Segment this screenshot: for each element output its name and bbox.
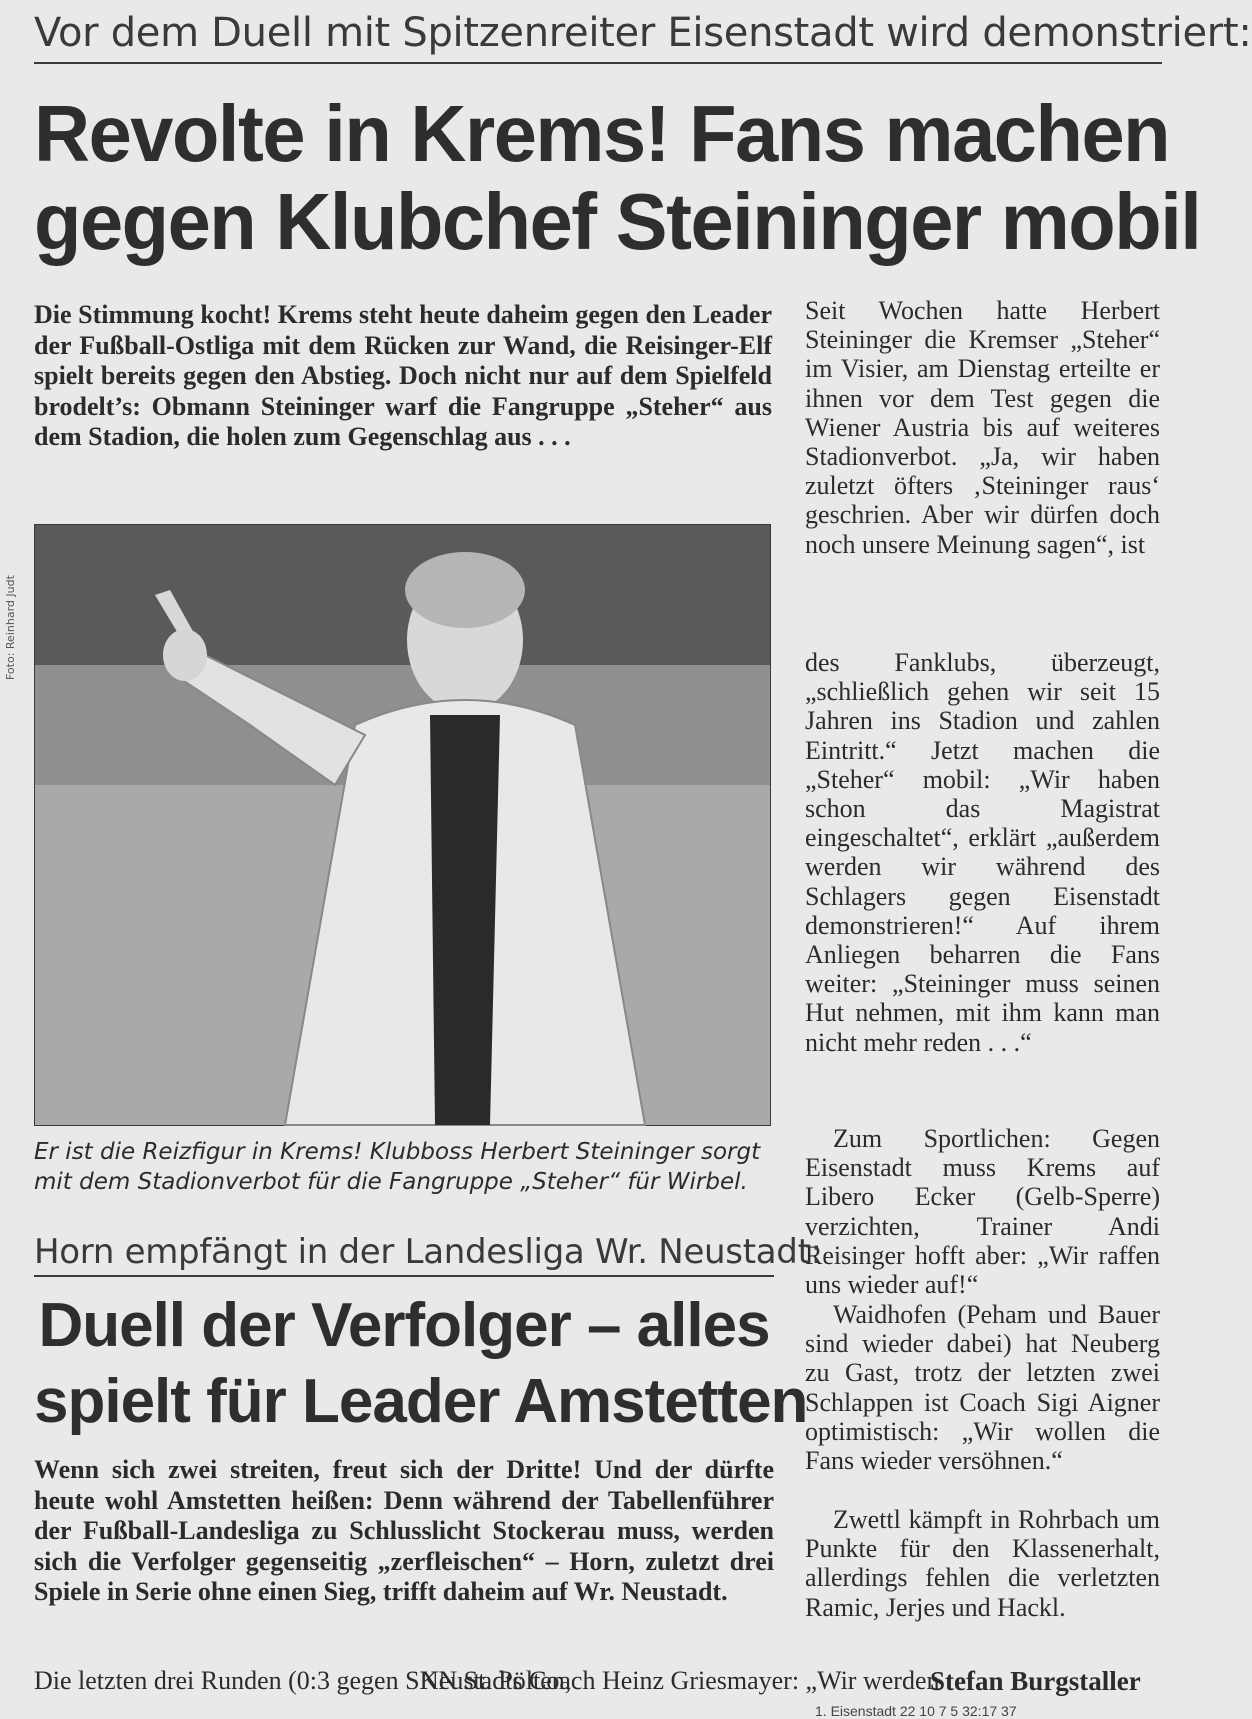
article2-col2-partial: Neustadts Coach Heinz Griesmayer: „Wir werden [420, 1666, 940, 1695]
photo-credit: Foto: Reinhard Judt [4, 575, 17, 680]
article1-right-col-part3: Zum Sportlichen: Gegen Eisenstadt muss Krems auf Libero Ecker (Gelb-Sperre) verzichten, Trainer Andi Reisinger hofft aber: „Wir raffen uns wieder auf!“ [805, 1124, 1160, 1300]
article1-kicker: Vor dem Duell mit Spitzenreiter Eisenstadt wird demonstriert: [34, 10, 1252, 56]
article1-intro: Die Stimmung kocht! Krems steht heute daheim gegen den Leader der Fußball-Ostliga mit dem Rücken zur Wand, die Reisinger-Elf spielt bereits gegen den Abstieg. Doch nicht nur auf dem Spielfeld brodelt’s: Obmann Steininger warf die Fangruppe „Steher“ aus dem Stadion, die holen zum Gegenschlag aus . . . [34, 300, 772, 451]
article2-headline-line1: Duell der Verfolger – alles [38, 1291, 770, 1360]
kicker-rule [34, 62, 1162, 64]
article2-headline-line2: spielt für Leader Amstetten [34, 1367, 808, 1436]
article1-headline [34, 89, 1201, 266]
article1-right-col-part1: Seit Wochen hatte Herbert Steininger die Kremser „Steher“ im Visier, am Dienstag erteilte er ihnen vor dem Test gegen die Wiener Austria bis auf weiteres Stadionverbot. „Ja, wir haben zuletzt öfters ‚Steininger raus‘ geschrien. Aber wir dürfen doch noch unsere Meinung sagen“, ist [805, 296, 1160, 559]
article1-right-col-part5: Zwettl kämpft in Rohrbach um Punkte für den Klassenerhalt, allerdings fehlen die verletzten Ramic, Jerjes und Hackl. [805, 1505, 1160, 1622]
article1-headline-line1: Revolte in Krems! Fans machen [34, 89, 1170, 178]
league-table-first-row: 1. Eisenstadt 22 10 7 5 32:17 37 [815, 1703, 1017, 1719]
article1-photo [34, 524, 771, 1126]
article2-intro: Wenn sich zwei streiten, freut sich der Dritte! Und der dürfte heute wohl Amstetten heißen: Denn während der Tabellenführer der Fußball-Landesliga zu Schlusslicht Stockerau muss, werden sich die Verfolger gegenseitig „zerfleischen“ – Horn, zuletzt drei Spiele in Serie ohne einen Sieg, trifft daheim auf Wr. Neustadt. [34, 1455, 774, 1606]
article1-right-col-part4: Waidhofen (Peham und Bauer sind wieder dabei) hat Neuberg zu Gast, trotz der letzten zwei Schlappen ist Coach Sigi Aigner optimistisch: „Wir wollen die Fans wieder versöhnen.“ [805, 1300, 1160, 1476]
photo-person-illustration [35, 525, 770, 1125]
article1-right-col-part2: des Fanklubs, überzeugt, „schließlich gehen wir seit 15 Jahren ins Stadion und zahlen Eintritt.“ Jetzt machen die „Steher“ mobil: „Wir haben schon das Magistrat eingeschaltet“, erklärt „außerdem werden wir während des Schlagers gegen Eisenstadt demonstrieren!“ Auf ihrem Anliegen beharren die Fans weiter: „Steininger muss seinen Hut nehmen, mit ihm kann man nicht mehr reden . . .“ [805, 648, 1160, 1057]
article2-kicker-rule [34, 1275, 774, 1277]
article2-col1-partial: Die letzten drei Runden (0:3 gegen SKN St. Pölten, [34, 1666, 572, 1695]
author-byline: Stefan Burgstaller [930, 1666, 1141, 1696]
photo-caption: Er ist die Reizfigur in Krems! Klubboss Herbert Steininger sorgt mit dem Stadionverbot für die Fangruppe „Steher“ für Wirbel. [34, 1139, 761, 1195]
article2-headline [34, 1288, 808, 1440]
article1-headline-line2: gegen Klubchef Steininger mobil [34, 177, 1201, 266]
article2-kicker: Horn empfängt in der Landesliga Wr. Neustadt: [34, 1232, 822, 1272]
